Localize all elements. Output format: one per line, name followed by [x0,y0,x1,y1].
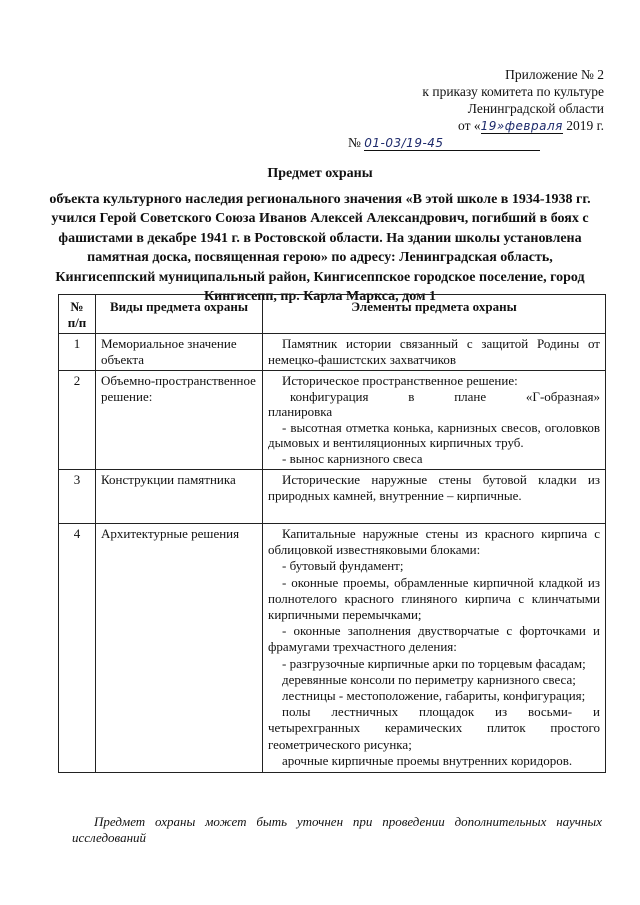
element-item: - разгрузочные кирпичные арки по торцевым фасадам; [282,655,586,671]
order-number [344,134,604,151]
row-number: 1 [59,334,96,371]
element-item: - бутовый фундамент; [282,558,404,574]
column-header-elements: Элементы предмета охраны [263,295,606,334]
row-number: 3 [59,470,96,524]
element-item: - оконные проемы, обрамленные кирпичной кладкой из полнотелого красного глиняного кирпича с клинчатыми кирпичными перемычками; [268,574,600,623]
title-body: объекта культурного наследия регионального значения «В этой школе в 1934-1938 гг. учился Герой Советского Союза Иванов Алексей Александрович, погибший в боях с фашистами в декабре 1941 г. в Ростовской области. На здании школы установлена памятная доска, посвященная герою» по адресу: Ленинградская область, Кингисеппский муниципальный район, Кингисеппское городское поселение, город Кингисепп, пр. Карла Маркса, дом 1 [49,191,591,304]
element-item: Исторические наружные стены бутовой кладки из природных камней, внутренние – кирпичные. [268,472,600,503]
element-item: Памятник истории связанный с защитой Родины от немецко-фашистских захватчиков [268,336,600,367]
table-row [59,334,606,371]
protection-table [58,294,606,773]
element-item: лестницы - местоположение, габариты, конфигурация; [282,688,586,704]
element-item: - оконные заполнения двустворчатые с форточками и фрамугами трехчастного деления: [268,623,600,655]
element-item: - высотная отметка конька, карнизных свесов, оголовков дымовых и вентиляционных кирпичных труб. [268,419,600,450]
row-elements [263,470,606,524]
region-name: Ленинградской области [467,101,604,116]
approval-header [344,66,604,151]
element-item: Капитальные наружные стены из красного кирпича с облицовкой известняковыми блоками: [268,526,600,558]
row-elements [263,524,606,773]
row-number: 2 [59,371,96,470]
footnote: Предмет охраны может быть уточнен при проведении дополнительных научных исследований [72,814,602,845]
order-date [344,117,604,134]
element-item: конфигурация в плане «Г-образная» планировка [268,388,600,419]
title-heading: Предмет охраны [267,166,373,181]
element-item: Историческое пространственное решение: [282,373,518,388]
table-header-row [59,295,606,334]
document-title [40,164,600,307]
appendix-label: Приложение № 2 [505,67,604,82]
number-prefix: № [348,135,365,150]
element-item: - вынос карнизного свеса [282,450,423,466]
row-elements [263,334,606,371]
date-prefix: от « [458,118,481,133]
row-type: Мемориальное значение объекта [96,334,263,371]
element-item: арочные кирпичные проемы внутренних коридоров. [282,752,573,768]
order-reference: к приказу комитета по культуре [422,84,604,99]
element-item: полы лестничных площадок из восьми- и четырехгранных керамических плиток простого геометрического рисунка; [268,704,600,752]
handwritten-date: 19»февраля [480,119,563,133]
table-row [59,470,606,524]
column-header-type: Виды предмета охраны [96,295,263,334]
row-number: 4 [59,524,96,773]
table-row [59,371,606,470]
element-item: деревянные консоли по периметру карнизного свеса; [282,671,576,687]
row-type: Конструкции памятника [96,470,263,524]
handwritten-number: 01-03/19-45 [364,136,540,151]
date-year: 2019 г. [562,118,604,133]
table-row [59,524,606,773]
row-type: Объемно-пространственное решение: [96,371,263,470]
row-type: Архитектурные решения [96,524,263,773]
row-elements [263,371,606,470]
column-header-number: № п/п [59,295,96,334]
